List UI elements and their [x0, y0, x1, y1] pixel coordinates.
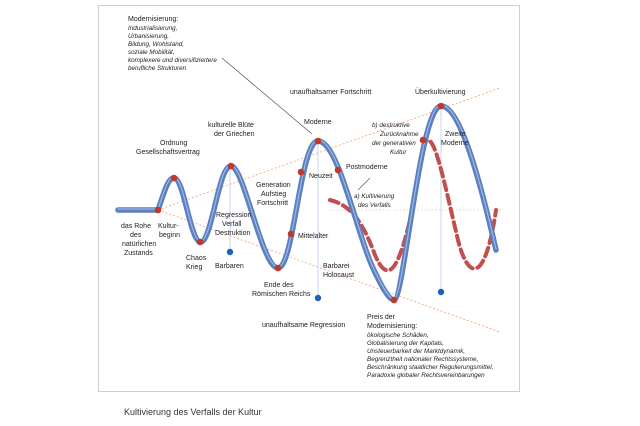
label-preis-title: Modernisierung:	[367, 323, 418, 330]
pointer-kultivierung	[358, 178, 370, 190]
label-destruktive: der generativen	[372, 140, 416, 147]
point-ende-rom	[275, 265, 282, 272]
label-barbaren: Barbaren	[215, 263, 244, 270]
label-generation: Aufstieg	[261, 191, 287, 198]
label-preis-title: Preis der	[367, 314, 396, 321]
label-ueberkultivierung: Überkultivierung	[415, 89, 466, 96]
point-postmoderne	[335, 167, 342, 174]
label-modernisierung-line: Urbanisierung,	[128, 33, 169, 40]
label-modernisierung-line: Industrialisierung,	[128, 25, 178, 32]
label-chaos: Krieg	[186, 264, 203, 271]
point-ueberkultivierung	[438, 103, 445, 110]
label-generation: Generation	[256, 182, 291, 189]
point-bluete	[228, 163, 235, 170]
point-neuzeit	[298, 169, 305, 176]
label-destruktive: Zurücknahme	[380, 131, 419, 138]
label-modernisierung-title: Modernisierung:	[128, 16, 179, 23]
label-rohe: das Rohe	[121, 223, 151, 230]
label-zweite-moderne: Zweite	[445, 131, 466, 138]
label-destruktive: b) destruktive	[372, 122, 410, 129]
label-preis-line: Paradoxie globaler Rechtsvereinbarungen	[367, 372, 485, 379]
label-regression: Destruktion	[215, 230, 251, 237]
point-chaos	[197, 239, 204, 246]
label-preis-line: Globalisierung der Kapitals,	[367, 340, 445, 347]
label-destruktive: Kultur	[390, 149, 407, 156]
label-fortschritt: unaufhaltsamer Fortschritt	[290, 89, 372, 96]
label-kultivierung: a) Kultivierung	[354, 193, 395, 200]
label-rohe: Zustands	[124, 250, 153, 257]
label-modernisierung-line: soziale Mobilität,	[128, 49, 175, 56]
point-preis-blau	[438, 289, 444, 295]
label-zweite-moderne: Moderne	[441, 140, 469, 147]
label-ende-rom: Römischen Reichs	[252, 291, 311, 298]
label-preis-line: Unsteuerbarkeit der Marktdynamik,	[367, 348, 465, 355]
wave-kulturverlauf-highlight	[118, 105, 496, 299]
label-barbarei: Holocaust	[323, 272, 355, 279]
wave-kulturverlauf	[118, 106, 496, 300]
label-preis-line: Begrenztheit nationaler Rechtssysteme,	[367, 356, 479, 363]
label-generation: Fortschritt	[257, 200, 289, 207]
point-zweite-moderne	[420, 137, 427, 144]
label-preis-line: ökologische Schäden,	[367, 332, 429, 339]
label-regression: Regression	[216, 212, 252, 219]
point-barbaren	[227, 249, 233, 255]
label-moderne: Moderne	[304, 119, 332, 126]
point-ordnung	[171, 175, 178, 182]
label-regression-unaufhaltsam: unaufhaltsame Regression	[262, 322, 346, 329]
point-barbarei	[315, 295, 321, 301]
label-kulturelle-bluete: der Griechen	[214, 131, 255, 138]
label-modernisierung-line: Bildung, Wohlstand,	[128, 41, 185, 48]
figure-caption: Kultivierung des Verfalls der Kultur	[124, 407, 262, 417]
label-postmoderne: Postmoderne	[346, 164, 388, 171]
label-ende-rom: Ende des	[264, 282, 294, 289]
point-preis	[391, 297, 398, 304]
label-ordnung: Ordnung	[160, 140, 188, 147]
label-ordnung: Gesellschaftsvertrag	[136, 149, 200, 156]
label-kulturbeginn: Kultur-	[158, 223, 179, 230]
point-kulturbeginn	[155, 207, 162, 214]
label-preis-line: Beschränkung staatlicher Regulierungsmittel,	[367, 364, 494, 371]
label-rohe: natürlichen	[122, 241, 157, 248]
point-moderne	[315, 138, 322, 145]
label-chaos: Chaos	[186, 255, 207, 262]
label-neuzeit: Neuzeit	[309, 173, 333, 180]
label-regression: Verfall	[222, 221, 242, 228]
label-barbarei: Barbarei	[323, 263, 350, 270]
label-modernisierung-line: berufliche Strukturen	[128, 65, 187, 72]
label-kulturbeginn: beginn	[159, 232, 181, 239]
label-rohe: des	[130, 232, 142, 239]
label-kultivierung: des Verfalls	[358, 202, 391, 209]
label-mittelalter: Mittelalter	[298, 233, 329, 240]
label-modernisierung-line: komplexere und diversifiziertere	[128, 57, 217, 64]
label-kulturelle-bluete: kulturelle Blüte	[208, 122, 254, 129]
point-mittelalter	[288, 231, 295, 238]
